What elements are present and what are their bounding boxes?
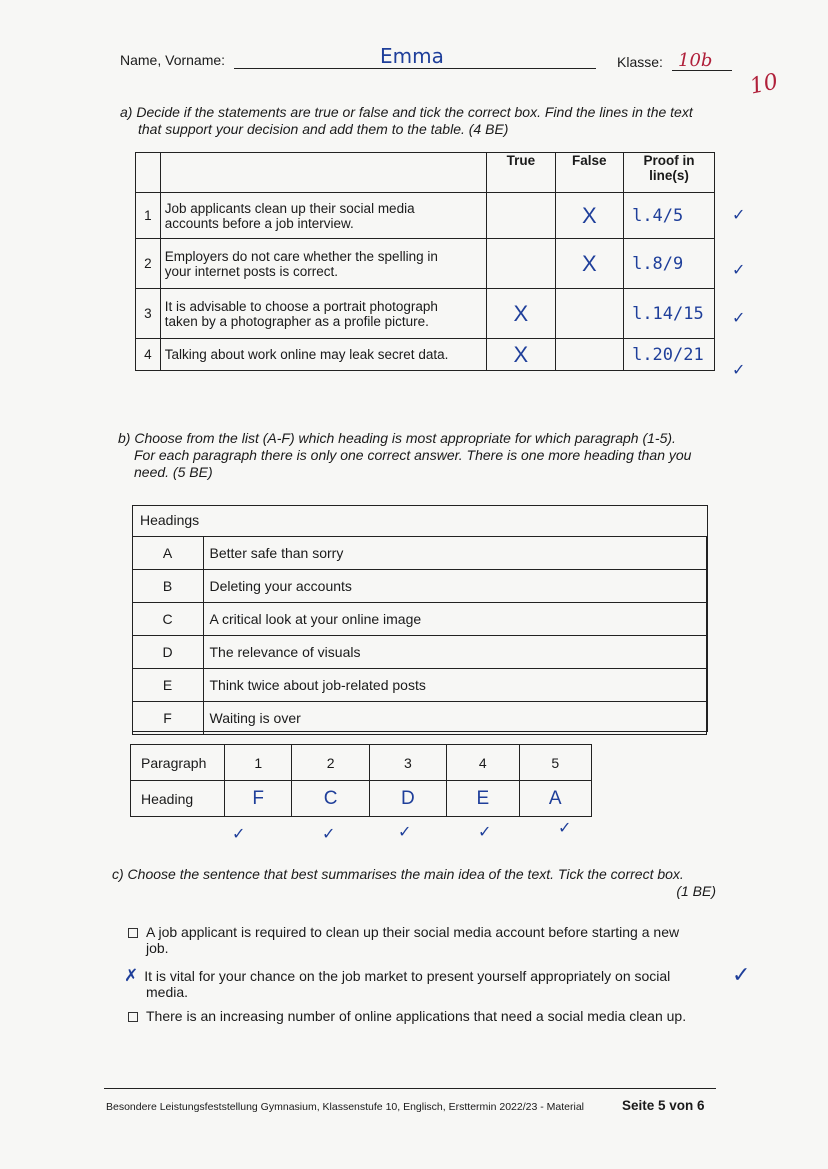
list-item [132, 570, 706, 603]
checkbox-icon[interactable] [128, 1012, 138, 1022]
check-mark-icon: ✓ [232, 826, 246, 843]
task-b-instruction: b) Choose from the list (A-F) which heading is most appropriate for which paragraph (1-5). For each paragraph there is only one correct answer. There is one more heading than you need. (5 BE) [118, 430, 692, 480]
option-2[interactable]: ✗ It is vital for your chance on the job market to present yourself appropriately on social media. [124, 966, 671, 1000]
answer-cell[interactable]: F [225, 781, 292, 817]
false-cell[interactable] [555, 289, 624, 339]
check-mark-icon: ✓ [732, 962, 751, 987]
statement: Employers do not care whether the spelling in your internet posts is correct. [160, 239, 486, 289]
footer-text: Besondere Leistungsfeststellung Gymnasium, Klassenstufe 10, Englisch, Ersttermin 2022/23 - Material [106, 1101, 584, 1113]
proof-cell[interactable]: l.8/9 [624, 239, 715, 289]
true-cell[interactable] [487, 193, 555, 239]
class-value: 10b [678, 50, 713, 71]
footer-rule [104, 1088, 716, 1089]
name-label: Name, Vorname: [120, 52, 226, 68]
page-number: Seite 5 von 6 [622, 1098, 705, 1113]
true-cell[interactable]: X [487, 339, 555, 371]
col-proof: Proof in line(s) [624, 153, 715, 193]
check-mark-icon: ✓ [732, 207, 746, 224]
row-number: 2 [136, 239, 161, 289]
task-c-instruction: c) Choose the sentence that best summarises the main idea of the text. Tick the correct box. (1 BE) [112, 866, 716, 899]
heading-letter: C [132, 603, 203, 636]
false-cell[interactable] [555, 339, 624, 371]
headings-box [132, 505, 708, 732]
check-mark-icon: ✓ [322, 826, 336, 843]
col-num [136, 153, 161, 193]
row-number: 4 [136, 339, 161, 371]
score: 10 [747, 69, 781, 100]
list-item [132, 603, 706, 636]
name-value: Emma [380, 44, 444, 68]
table-row [131, 745, 592, 781]
heading-text: A critical look at your online image [203, 603, 706, 636]
table-row [131, 781, 592, 817]
check-mark-icon: ✓ [732, 310, 746, 327]
answer-cell[interactable]: E [447, 781, 519, 817]
heading-letter: F [132, 702, 203, 735]
paragraph-heading-table [130, 744, 592, 817]
name-underline [234, 68, 596, 69]
check-mark-icon: ✓ [398, 824, 412, 841]
check-mark-icon: ✓ [732, 262, 746, 279]
paragraph-number: 3 [369, 745, 446, 781]
paragraph-number: 1 [225, 745, 292, 781]
statement: It is advisable to choose a portrait photograph taken by a photographer as a profile picture. [160, 289, 486, 339]
checkbox-icon[interactable] [128, 928, 138, 938]
answer-cell[interactable]: D [369, 781, 446, 817]
true-cell[interactable] [487, 239, 555, 289]
list-item [132, 636, 706, 669]
paragraph-number: 2 [292, 745, 369, 781]
answer-cell[interactable]: C [292, 781, 369, 817]
true-cell[interactable]: X [487, 289, 555, 339]
headings-label: Headings [140, 512, 200, 528]
list-item [132, 669, 706, 702]
heading-text: Deleting your accounts [203, 570, 706, 603]
heading-text: Waiting is over [203, 702, 706, 735]
class-label: Klasse: [617, 54, 663, 70]
row-number: 3 [136, 289, 161, 339]
proof-cell[interactable]: l.20/21 [624, 339, 715, 371]
answer-cell[interactable]: A [519, 781, 591, 817]
row-number: 1 [136, 193, 161, 239]
heading-letter: B [132, 570, 203, 603]
check-mark-icon: ✓ [732, 362, 746, 379]
proof-cell[interactable]: l.4/5 [624, 193, 715, 239]
option-3[interactable]: There is an increasing number of online applications that need a social media clean up. [128, 1008, 728, 1024]
heading-text: The relevance of visuals [203, 636, 706, 669]
col-true: True [487, 153, 555, 193]
col-statement [160, 153, 486, 193]
task-a-table [135, 152, 715, 371]
paragraph-label: Paragraph [131, 745, 225, 781]
table-row [136, 339, 715, 371]
heading-letter: E [132, 669, 203, 702]
proof-cell[interactable]: l.14/15 [624, 289, 715, 339]
paragraph-number: 4 [447, 745, 519, 781]
false-cell[interactable]: X [555, 193, 624, 239]
heading-letter: D [132, 636, 203, 669]
table-row [136, 239, 715, 289]
table-row [136, 193, 715, 239]
task-a-instruction: a) Decide if the statements are true or false and tick the correct box. Find the lines in the text that support your decision and add them to the table. (4 BE) [120, 104, 693, 137]
heading-label: Heading [131, 781, 225, 817]
statement: Talking about work online may leak secret data. [160, 339, 486, 371]
option-1[interactable]: A job applicant is required to clean up their social media account before starting a new job. [128, 924, 728, 956]
paragraph-number: 5 [519, 745, 591, 781]
check-mark-icon: ✓ [478, 824, 492, 841]
heading-letter: A [132, 537, 203, 570]
check-mark-icon: ✓ [558, 820, 572, 837]
false-cell[interactable]: X [555, 239, 624, 289]
heading-text: Think twice about job-related posts [203, 669, 706, 702]
list-item [132, 702, 706, 735]
heading-text: Better safe than sorry [203, 537, 706, 570]
table-row [136, 289, 715, 339]
col-false: False [555, 153, 624, 193]
cross-mark-icon[interactable]: ✗ [124, 966, 139, 986]
list-item [132, 537, 706, 570]
statement: Job applicants clean up their social media accounts before a job interview. [160, 193, 486, 239]
